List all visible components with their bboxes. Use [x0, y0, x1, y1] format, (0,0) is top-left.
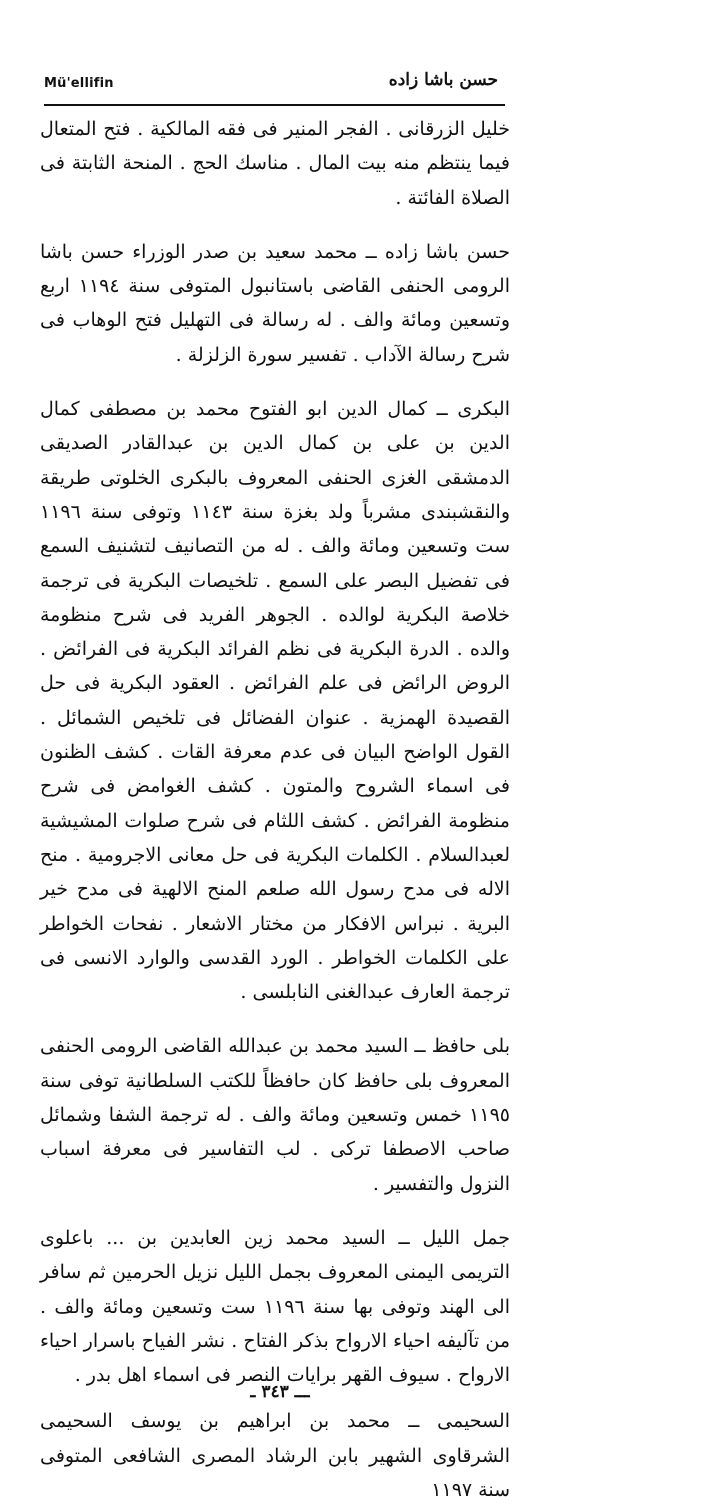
page-body: [40, 112, 510, 1507]
header-book-title: Mü'ellifin: [44, 76, 114, 91]
running-header: [44, 70, 502, 104]
entry-continuation: خليل الزرقانى . الفجر المنير فى فقه المالكية . فتح المتعال فيما ينتظم منه بيت المال . مناسك الحج . المنحة الثابتة فى الصلاة الفائتة .: [40, 118, 510, 209]
entry-al-suhaymi: السحيمى ــ محمد بن ابراهيم بن يوسف السحيمى الشرقاوى الشهير بابن الرشاد المصرى الشافعى المتوفى سنة ١١٩٧: [40, 1410, 510, 1501]
entry-al-bakri: البكرى ــ كمال الدين ابو الفتوح محمد بن مصطفى كمال الدين بن على بن كمال الدين بن عبدالقادر الصديقى الدمشقى الغزى الحنفى المعروف بالبكرى الخلوتى طريقة والنقشبندى مشرباً ولد بغزة سنة ١١٤٣ وتوفى سنة ١١٩٦ ست وتسعين ومائة والف . له من التصانيف لتشنيف السمع فى تفضيل البصر على السمع . تلخيصات البكرية فى ترجمة خلاصة البكرية لوالده . الجوهر الفريد فى شرح منظومة والده . الدرة البكرية فى نظم الفرائد البكرية فى الفرائض . الروض الرائض فى علم الفرائض . العقود البكرية فى حل القصيدة الهمزية . عنوان الفضائل فى تلخيص الشمائل . القول الواضح البيان فى عدم معرفة القات . كشف الظنون فى اسماء الشروح والمتون . كشف الغوامض فى شرح منظومة الفرائض . كشف اللثام فى شرح صلوات المشيشية لعبدالسلام . الكلمات البكرية فى حل معانى الاجرومية . منح الاله فى مدح رسول الله صلعم المنح الالهية فى مدح خير البرية . نبراس الافكار من مختار الاشعار . نفحات الخواطر على الكلمات الخواطر . الورد القدسى والوارد الانسى فى ترجمة العارف عبدالغنى النابلسى .: [40, 398, 511, 1004]
entry-beli-hafiz: بلى حافظ ــ السيد محمد بن عبدالله القاضى الرومى الحنفى المعروف بلى حافظ كان حافظاً للكتب السلطانية توفى سنة ١١٩٥ خمس وتسعين ومائة والف . له ترجمة الشفا وشمائل صاحب الاصطفا تركى . لب التفاسير فى معرفة اسباب النزول والتفسير .: [40, 1035, 510, 1195]
header-entry-name: حسن باشا زاده: [388, 70, 498, 90]
entry-jamal-al-layl: جمل الليل ــ السيد محمد زين العابدين بن ... باعلوى التريمى اليمنى المعروف بجمل الليل نزيل الحرمين ثم سافر الى الهند وتوفى بها سنة ١١٩٦ ست وتسعين ومائة والف . من تآليفه احياء الارواح بذكر الفتاح . نشر الفياح باسرار احياء الارواح . سيوف القهر برايات النصر فى اسماء اهل بدر .: [40, 1226, 510, 1387]
entry-hasan-pasha-zade: حسن باشا زاده ــ محمد سعيد بن صدر الوزراء حسن باشا الرومى الحنفى القاضى باستانبول المتوفى سنة ١١٩٤ اربع وتسعين ومائة والف . له رسالة فى التهليل فتح الوهاب فى شرح رسالة الآداب . تفسير سورة الزلزلة .: [40, 240, 510, 366]
page-number: ـــ ٣٤٣ ـ: [250, 1382, 310, 1402]
header-rule: [44, 104, 505, 106]
